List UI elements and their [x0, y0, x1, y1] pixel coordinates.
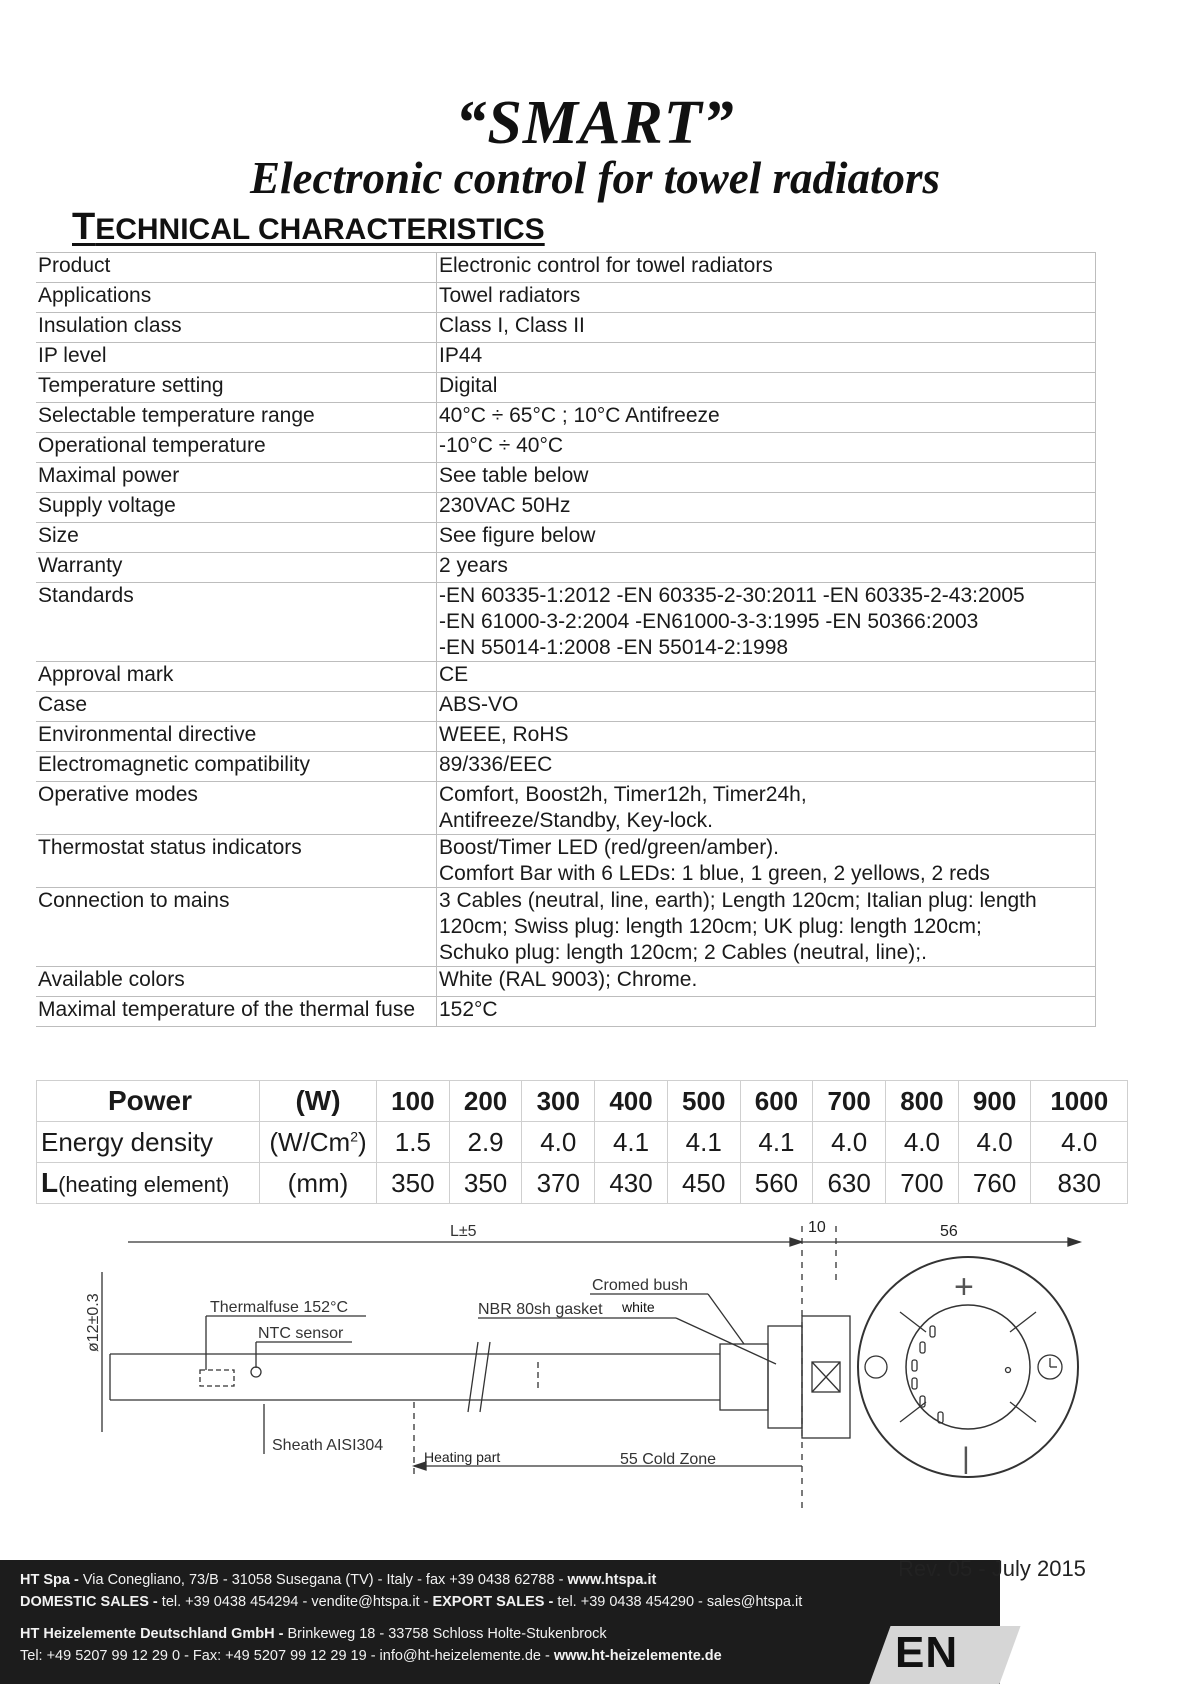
product-title: “SMART”: [455, 89, 735, 157]
thermal-fuse-label: Thermalfuse 152°C: [210, 1299, 349, 1316]
footer-line-2: [20, 1594, 802, 1610]
spec-value: IP44: [437, 343, 1096, 373]
footer-domestic-contact: tel. +39 0438 454294 - vendite@htspa.it -: [157, 1594, 433, 1610]
spec-row: [36, 403, 1096, 433]
cold-zone-label: 55 Cold Zone: [620, 1451, 717, 1468]
spec-value: 230VAC 50Hz: [437, 493, 1096, 523]
spec-key: Approval mark: [36, 662, 437, 692]
spec-value: 3 Cables (neutral, line, earth); Length 120cm; Italian plug: length 120cm; Swiss plug: length 120cm; UK plug: length 120cm; Schuko plug: length 120cm; 2 Cables (neutral, line);.: [437, 888, 1096, 967]
section-heading-rest: ECHNICAL CHARACTERISTICS: [95, 213, 545, 246]
power-value: 700: [813, 1081, 886, 1122]
spec-value: -EN 60335-1:2012 -EN 60335-2-30:2011 -EN 60335-2-43:2005 -EN 61000-3-2:2004 -EN61000-3-3:1995 -EN 50366:2003 -EN 55014-1:2008 -EN 55014-2:1998: [437, 583, 1096, 662]
length-label-text: (heating element): [58, 1172, 230, 1197]
density-value: 1.5: [377, 1122, 450, 1163]
led-icon: [912, 1378, 917, 1389]
density-value: 4.0: [886, 1122, 959, 1163]
spec-row: [36, 523, 1096, 553]
spec-value: Class I, Class II: [437, 313, 1096, 343]
product-subtitle: Electronic control for towel radiators: [249, 153, 941, 203]
spec-key: Operative modes: [36, 782, 437, 835]
cromed-bush-label: Cromed bush: [592, 1277, 689, 1294]
led-icon: [912, 1360, 917, 1371]
footer-line-4: [20, 1648, 722, 1664]
density-row: [37, 1122, 1128, 1163]
bush-flange: [768, 1326, 802, 1428]
spec-value: 40°C ÷ 65°C ; 10°C Antifreeze: [437, 403, 1096, 433]
power-value: 400: [595, 1081, 668, 1122]
power-value: 300: [522, 1081, 595, 1122]
spec-row: [36, 433, 1096, 463]
length-label: [37, 1163, 260, 1204]
spec-value: Digital: [437, 373, 1096, 403]
spec-row: [36, 553, 1096, 583]
spec-row: [36, 662, 1096, 692]
spec-value: CE: [437, 662, 1096, 692]
spec-key: Product: [36, 253, 437, 283]
break-line: [480, 1342, 490, 1412]
density-value: 4.1: [740, 1122, 813, 1163]
dim-56-label: 56: [940, 1223, 958, 1240]
spec-value: 2 years: [437, 553, 1096, 583]
length-value: 760: [958, 1163, 1031, 1204]
footer-web-it: www.htspa.it: [567, 1572, 657, 1588]
spec-value: Boost/Timer LED (red/green/amber). Comfort Bar with 6 LEDs: 1 blue, 1 green, 2 yellows, 2 reds: [437, 835, 1096, 888]
power-unit: (W): [260, 1081, 377, 1122]
spec-value: ABS-VO: [437, 692, 1096, 722]
footer-line-1: [20, 1572, 656, 1588]
power-value: 800: [886, 1081, 959, 1122]
spec-value: White (RAL 9003); Chrome.: [437, 967, 1096, 997]
spec-key: Maximal power: [36, 463, 437, 493]
section-heading: [72, 206, 545, 249]
led-icon: [930, 1326, 935, 1337]
ntc-label: NTC sensor: [258, 1325, 344, 1342]
spec-row: [36, 997, 1096, 1027]
dim-l-label: L±5: [450, 1223, 477, 1240]
length-value: 430: [595, 1163, 668, 1204]
power-label: Power: [37, 1081, 260, 1122]
density-unit-exponent: 2: [350, 1127, 358, 1144]
break-line: [468, 1342, 478, 1412]
spec-key: Standards: [36, 583, 437, 662]
density-unit-base: (W/Cm: [269, 1126, 351, 1157]
density-value: 4.0: [813, 1122, 886, 1163]
ntc-shape: [251, 1367, 261, 1377]
arrow-icon: [1068, 1238, 1080, 1246]
spec-value: Electronic control for towel radiators: [437, 253, 1096, 283]
control-segment: [1010, 1402, 1036, 1422]
technical-drawing: [60, 1212, 1100, 1512]
control-segment: [900, 1402, 926, 1422]
spec-row: [36, 253, 1096, 283]
spec-key: IP level: [36, 343, 437, 373]
control-center: [906, 1305, 1030, 1429]
heating-part-label: Heating part: [424, 1449, 501, 1465]
length-value: 630: [813, 1163, 886, 1204]
status-led-icon: [1006, 1368, 1011, 1373]
power-row: [37, 1081, 1128, 1122]
spec-key: Environmental directive: [36, 722, 437, 752]
dim-10-label: 10: [808, 1219, 826, 1236]
gasket-color-label: white: [622, 1299, 655, 1315]
length-value: 350: [449, 1163, 522, 1204]
density-label: Energy density: [37, 1122, 260, 1163]
spec-key: Insulation class: [36, 313, 437, 343]
spec-key: Size: [36, 523, 437, 553]
plus-icon: +: [954, 1268, 974, 1306]
spec-key: Case: [36, 692, 437, 722]
spec-value: WEEE, RoHS: [437, 722, 1096, 752]
length-unit: (mm): [260, 1163, 377, 1204]
power-value: 500: [667, 1081, 740, 1122]
density-value: 4.0: [522, 1122, 595, 1163]
spec-key: Maximal temperature of the thermal fuse: [36, 997, 437, 1027]
length-value: 700: [886, 1163, 959, 1204]
control-segment: [1010, 1312, 1036, 1332]
spec-row: [36, 463, 1096, 493]
control-segment: [900, 1312, 926, 1332]
sheath-label: Sheath AISI304: [272, 1437, 384, 1454]
spec-key: Selectable temperature range: [36, 403, 437, 433]
density-value: 4.1: [667, 1122, 740, 1163]
footer-address-it: Via Conegliano, 73/B - 31058 Susegana (TV) - Italy - fax +39 0438 62788 -: [78, 1572, 568, 1588]
arrow-icon: [790, 1238, 802, 1246]
footer-company-de: HT Heizelemente Deutschland GmbH -: [20, 1626, 284, 1642]
spec-value: See figure below: [437, 523, 1096, 553]
spec-row: [36, 888, 1096, 967]
footer-address-de: Brinkeweg 18 - 33758 Schloss Holte-Stukenbrock: [283, 1626, 607, 1642]
footer-domestic-label: DOMESTIC SALES -: [20, 1594, 158, 1610]
density-value: 4.1: [595, 1122, 668, 1163]
density-value: 4.0: [1031, 1122, 1128, 1163]
spec-row: [36, 967, 1096, 997]
language-label: EN: [895, 1628, 959, 1677]
spec-value: See table below: [437, 463, 1096, 493]
density-unit: [260, 1122, 377, 1163]
length-value: 830: [1031, 1163, 1128, 1204]
footer-line-3: [20, 1626, 607, 1642]
length-value: 370: [522, 1163, 595, 1204]
spec-row: [36, 343, 1096, 373]
density-value: 2.9: [449, 1122, 522, 1163]
spec-row: [36, 692, 1096, 722]
length-value: 350: [377, 1163, 450, 1204]
spec-value: Comfort, Boost2h, Timer12h, Timer24h, Antifreeze/Standby, Key-lock.: [437, 782, 1096, 835]
spec-row: [36, 752, 1096, 782]
bush-body: [720, 1344, 768, 1410]
power-value: 600: [740, 1081, 813, 1122]
spec-value: 152°C: [437, 997, 1096, 1027]
spec-row: [36, 283, 1096, 313]
power-value: 100: [377, 1081, 450, 1122]
length-value: 450: [667, 1163, 740, 1204]
power-icon: [865, 1356, 887, 1378]
spec-row: [36, 493, 1096, 523]
leader-line: [676, 1318, 776, 1364]
spec-key: Electromagnetic compatibility: [36, 752, 437, 782]
spec-value: -10°C ÷ 40°C: [437, 433, 1096, 463]
spec-key: Connection to mains: [36, 888, 437, 967]
section-heading-initial: T: [72, 206, 96, 248]
spec-key: Applications: [36, 283, 437, 313]
power-value: 200: [449, 1081, 522, 1122]
revision-label: Rev. 05 - July 2015: [898, 1556, 1086, 1581]
footer-contact-de: Tel: +49 5207 99 12 29 0 - Fax: +49 5207 99 12 29 19 - info@ht-heizelemente.de -: [20, 1648, 554, 1664]
density-value: 4.0: [958, 1122, 1031, 1163]
length-value: 560: [740, 1163, 813, 1204]
spec-row: [36, 373, 1096, 403]
led-icon: [920, 1342, 925, 1353]
power-table: [36, 1080, 1128, 1204]
footer-export-contact: tel. +39 0438 454290 - sales@htspa.it: [553, 1594, 803, 1610]
leader-line: [708, 1294, 744, 1344]
spec-key: Warranty: [36, 553, 437, 583]
footer-export-label: EXPORT SALES -: [432, 1594, 554, 1610]
spec-row: [36, 583, 1096, 662]
power-value: 900: [958, 1081, 1031, 1122]
spec-value: Towel radiators: [437, 283, 1096, 313]
spec-key: Operational temperature: [36, 433, 437, 463]
thermal-fuse-shape: [200, 1370, 234, 1386]
power-value: 1000: [1031, 1081, 1128, 1122]
gasket-label: NBR 80sh gasket: [478, 1301, 603, 1318]
length-symbol: L: [41, 1167, 59, 1198]
spec-row: [36, 313, 1096, 343]
footer-web-de: www.ht-heizelemente.de: [553, 1648, 722, 1664]
spec-row: [36, 782, 1096, 835]
spec-key: Supply voltage: [36, 493, 437, 523]
footer-company-it: HT Spa -: [20, 1572, 79, 1588]
length-row: [37, 1163, 1128, 1204]
specs-table: [36, 252, 1096, 1027]
spec-key: Temperature setting: [36, 373, 437, 403]
spec-value: 89/336/EEC: [437, 752, 1096, 782]
spec-row: [36, 835, 1096, 888]
spec-key: Thermostat status indicators: [36, 835, 437, 888]
spec-key: Available colors: [36, 967, 437, 997]
density-unit-close: ): [357, 1126, 367, 1157]
diameter-label: ø12±0.3: [85, 1293, 102, 1352]
minus-icon: |: [962, 1442, 970, 1475]
footer: [0, 1560, 1000, 1684]
spec-row: [36, 722, 1096, 752]
